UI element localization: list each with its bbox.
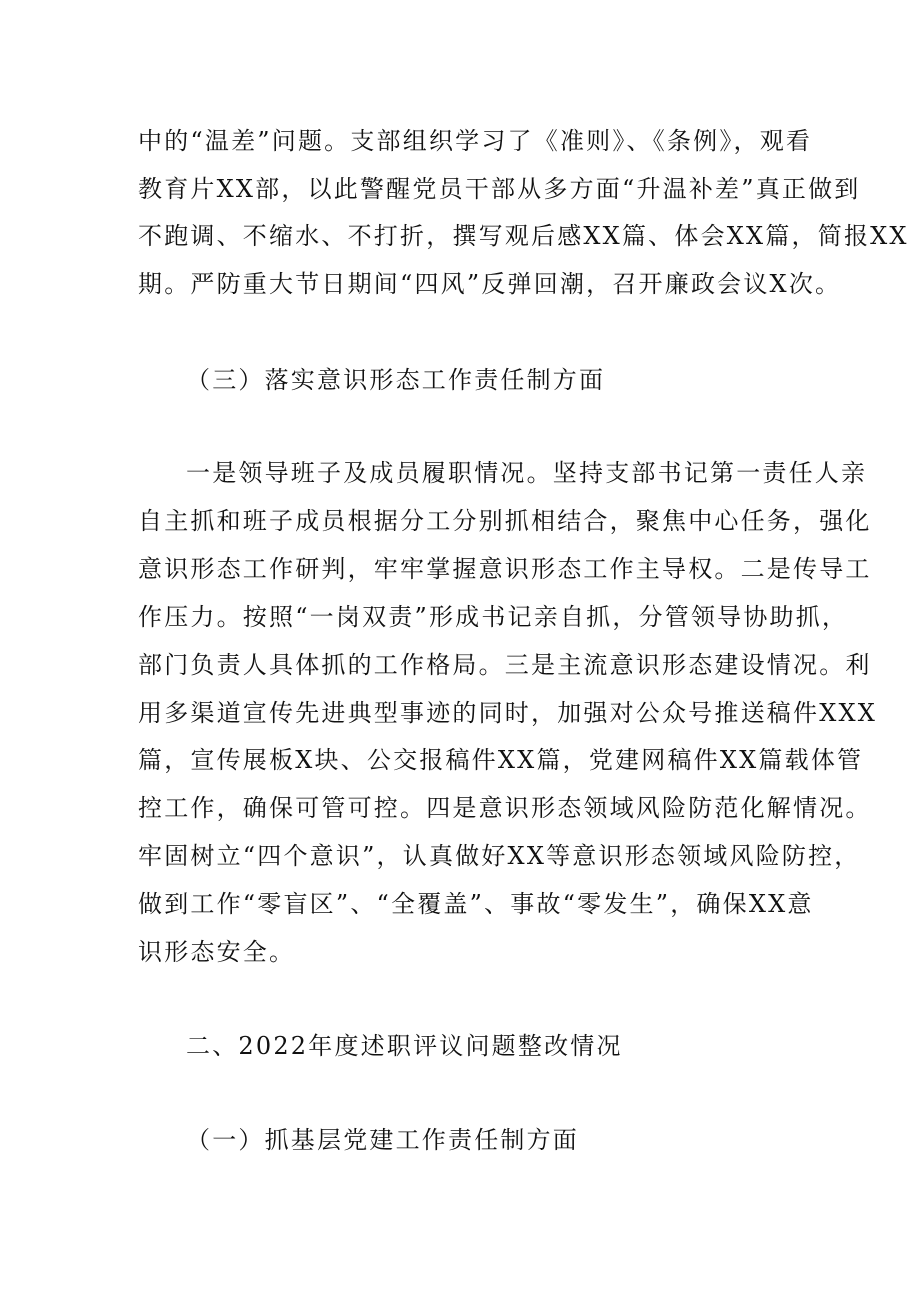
paragraph-line: 教育片XX部，以此警醒党员干部从多方面“升温补差”真正做到 bbox=[138, 175, 861, 203]
paragraph-line: 做到工作“零盲区”、“全覆盖”、事故“零发生”，确保XX意 bbox=[138, 890, 814, 918]
paragraph-line: 一是领导班子及成员履职情况。坚持支部书记第一责任人亲 bbox=[186, 459, 868, 487]
paragraph-line: 作压力。按照“一岗双责”形成书记亲自抓，分管领导协助抓， bbox=[138, 603, 849, 631]
paragraph-line: 篇，宣传展板X块、公交报稿件XX篇，党建网稿件XX篇载体管 bbox=[138, 746, 864, 774]
paragraph-line: 识形态安全。 bbox=[138, 938, 296, 966]
section-heading-2: 二、2022年度述职评议问题整改情况 bbox=[186, 1032, 623, 1060]
paragraph-line: 控工作，确保可管可控。四是意识形态领域风险防范化解情况。 bbox=[138, 794, 872, 822]
paragraph-line: 部门负责人具体抓的工作格局。三是主流意识形态建设情况。利 bbox=[138, 651, 872, 679]
paragraph-line: 用多渠道宣传先进典型事迹的同时，加强对公众号推送稿件XXX bbox=[138, 699, 878, 727]
paragraph-line: 自主抓和班子成员根据分工分别抓相结合，聚焦中心任务，强化 bbox=[138, 507, 872, 535]
paragraph-line: 期。严防重大节日期间“四风”反弹回潮，召开廉政会议X次。 bbox=[138, 270, 842, 298]
section-heading-3: （三）落实意识形态工作责任制方面 bbox=[186, 366, 606, 394]
paragraph-line: 牢固树立“四个意识”，认真做好XX等意识形态领域风险防控， bbox=[138, 842, 861, 870]
paragraph-line: 不跑调、不缩水、不打折，撰写观后感XX篇、体会XX篇，简报XX bbox=[138, 222, 909, 250]
section-heading-1: （一）抓基层党建工作责任制方面 bbox=[186, 1126, 579, 1154]
paragraph-line: 中的“温差”问题。支部组织学习了《准则》、《条例》，观看 bbox=[138, 127, 813, 155]
paragraph-line: 意识形态工作研判，牢牢掌握意识形态工作主导权。二是传导工 bbox=[138, 555, 872, 583]
